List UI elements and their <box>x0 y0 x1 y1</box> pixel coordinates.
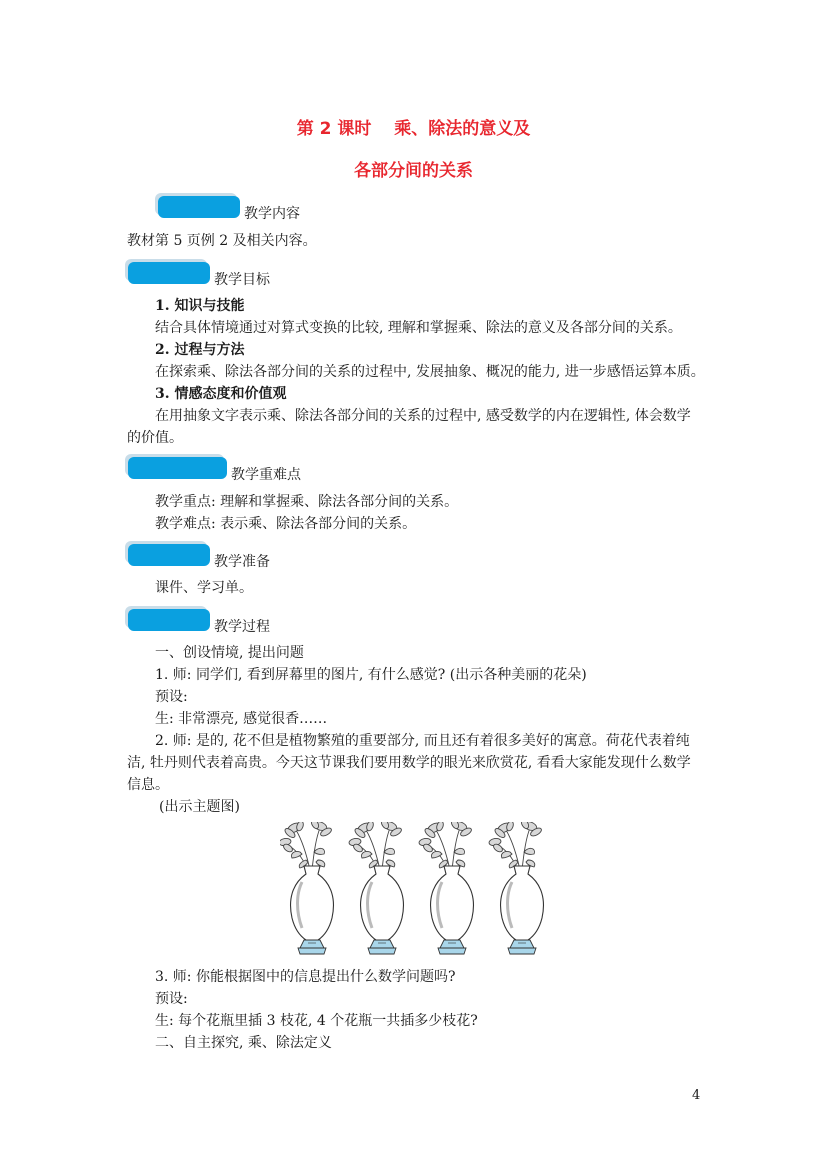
vase-3 <box>418 822 473 954</box>
difficult-point-text: 教学难点: 表示乘、除法各部分间的关系。 <box>155 516 417 532</box>
process-answer-1: 生: 非常漂亮, 感觉很香…… <box>155 711 328 727</box>
section-label-key-points: 教学重难点 <box>231 467 301 483</box>
objective-1-text: 结合具体情境通过对算式变换的比较, 理解和掌握乘、除法的意义及各部分间的关系。 <box>155 320 682 336</box>
vase-2 <box>348 822 403 954</box>
process-answer-3: 生: 每个花瓶里插 3 枝花, 4 个花瓶一共插多少枝花? <box>155 1013 478 1029</box>
lesson-title-line-2: 各部分间的关系 <box>354 161 473 181</box>
section-label-process: 教学过程 <box>214 619 270 635</box>
process-step-2: 二、自主探究, 乘、除法定义 <box>155 1035 332 1051</box>
key-point-text: 教学重点: 理解和掌握乘、除法各部分间的关系。 <box>155 494 459 510</box>
vase-1 <box>280 822 333 954</box>
process-question-2-line-1: 2. 师: 是的, 花不但是植物繁殖的重要部分, 而且还有着很多美好的寓意。荷花代表着纯 <box>155 733 690 749</box>
objective-3-text-line-2: 的价值。 <box>127 430 183 446</box>
process-question-2-line-2: 洁, 牡丹则代表着高贵。今天这节课我们要用数学的眼光来欣赏花, 看看大家能发现什么数学 <box>127 755 691 771</box>
process-step-1: 一、创设情境, 提出问题 <box>155 645 304 661</box>
section-label-objectives: 教学目标 <box>214 272 270 288</box>
preparation-text: 课件、学习单。 <box>155 580 253 596</box>
show-figure-note: (出示主题图) <box>159 799 240 815</box>
vase-4 <box>488 822 543 954</box>
process-question-2-line-3: 信息。 <box>127 777 169 793</box>
section-label-preparation: 教学准备 <box>214 554 270 570</box>
section-badge <box>128 609 210 631</box>
section-badge <box>158 196 240 218</box>
section-label-content: 教学内容 <box>244 206 300 222</box>
vase-figure <box>280 822 548 956</box>
objective-1-title: 1. 知识与技能 <box>155 298 245 314</box>
section-badge <box>128 544 210 566</box>
process-preset-3: 预设: <box>155 991 188 1007</box>
objective-2-title: 2. 过程与方法 <box>155 342 245 358</box>
section-badge <box>128 457 227 479</box>
objective-3-title: 3. 情感态度和价值观 <box>155 386 287 402</box>
lesson-title-line-1: 第 2 课时 乘、除法的意义及 <box>296 119 531 139</box>
process-question-1: 1. 师: 同学们, 看到屏幕里的图片, 有什么感觉? (出示各种美丽的花朵) <box>155 667 587 683</box>
objective-3-text-line-1: 在用抽象文字表示乘、除法各部分间的关系的过程中, 感受数学的内在逻辑性, 体会数学 <box>155 408 691 424</box>
content-text: 教材第 5 页例 2 及相关内容。 <box>127 233 317 249</box>
page-number: 4 <box>692 1088 701 1103</box>
process-question-3: 3. 师: 你能根据图中的信息提出什么数学问题吗? <box>155 969 456 985</box>
process-preset-1: 预设: <box>155 689 188 705</box>
objective-2-text: 在探索乘、除法各部分间的关系的过程中, 发展抽象、概况的能力, 进一步感悟运算本质。 <box>155 364 705 380</box>
section-badge <box>128 262 210 284</box>
